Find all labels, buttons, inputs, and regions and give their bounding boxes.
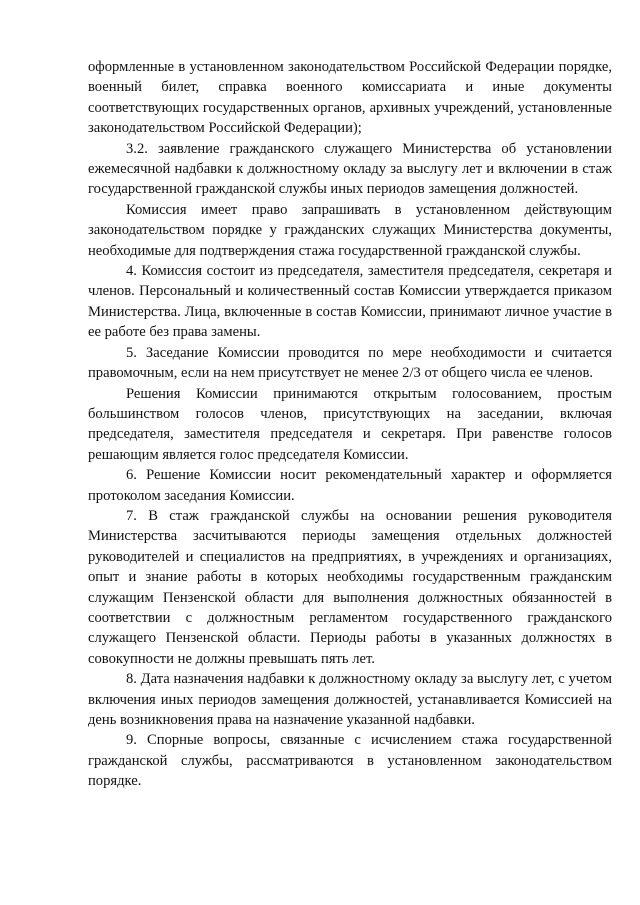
paragraph-decisions: Решения Комиссии принимаются открытым голосованием, простым большинством голосов членов, присутствующих на заседании, включая председателя, заместителя председателя и секретаря. При равенстве голосов решающим является голос председателя Комиссии. — [88, 385, 612, 463]
paragraph-8: 8. Дата назначения надбавки к должностному окладу за выслугу лет, с учетом включения иных периодов замещения должностей, устанавливается Комиссией на день возникновения права на назначение указанной надбавки. — [88, 671, 612, 728]
paragraph-9: 9. Спорные вопросы, связанные с исчислением стажа государственной гражданской службы, рассматриваются в установленном законодательством порядке. — [88, 732, 612, 790]
paragraph-3-2: 3.2. заявление гражданского служащего Министерства об установлении ежемесячной надбавки к должностному окладу за выслугу лет и включении в стаж государственной гражданской службы иных периодов замещения должностей. — [88, 140, 612, 198]
paragraph-commission-rights: Комиссия имеет право запрашивать в установленном действующим законодательством порядке у гражданских служащих Министерства документы, необходимые для подтверждения стажа государственной гражданской службы. — [88, 201, 612, 259]
document-page — [88, 57, 612, 792]
paragraph-5: 5. Заседание Комиссии проводится по мере необходимости и считается правомочным, если на нем присутствует не менее 2/3 от общего числа ее членов. — [88, 344, 612, 382]
paragraph-6: 6. Решение Комиссии носит рекомендательный характер и оформляется протоколом заседания Комиссии. — [88, 467, 612, 504]
paragraph-4: 4. Комиссия состоит из председателя, заместителя председателя, секретаря и членов. Персональный и количественный состав Комиссии утверждается приказом Министерства. Лица, включенные в состав Комиссии, принимают личное участие в ее работе без права замены. — [88, 263, 612, 341]
paragraph-7: 7. В стаж гражданской службы на основании решения руководителя Министерства засчитываются периоды замещения отдельных должностей руководителей и специалистов на предприятиях, в учреждениях и организациях, опыт и знание работы в которых необходимы государственным гражданским служащим Пензенской области для выполнения должностных обязанностей в соответствии с должностным регламентом государственного гражданского служащего Пензенской области. Периоды работы в указанных должностях в совокупности не должны превышать пять лет. — [88, 507, 612, 667]
paragraph-continuation: оформленные в установленном законодательством Российской Федерации порядке, военный билет, справка военного комиссариата и иные документы соответствующих государственных органов, архивных учреждений, установленные законодательством Российской Федерации); — [88, 59, 612, 137]
